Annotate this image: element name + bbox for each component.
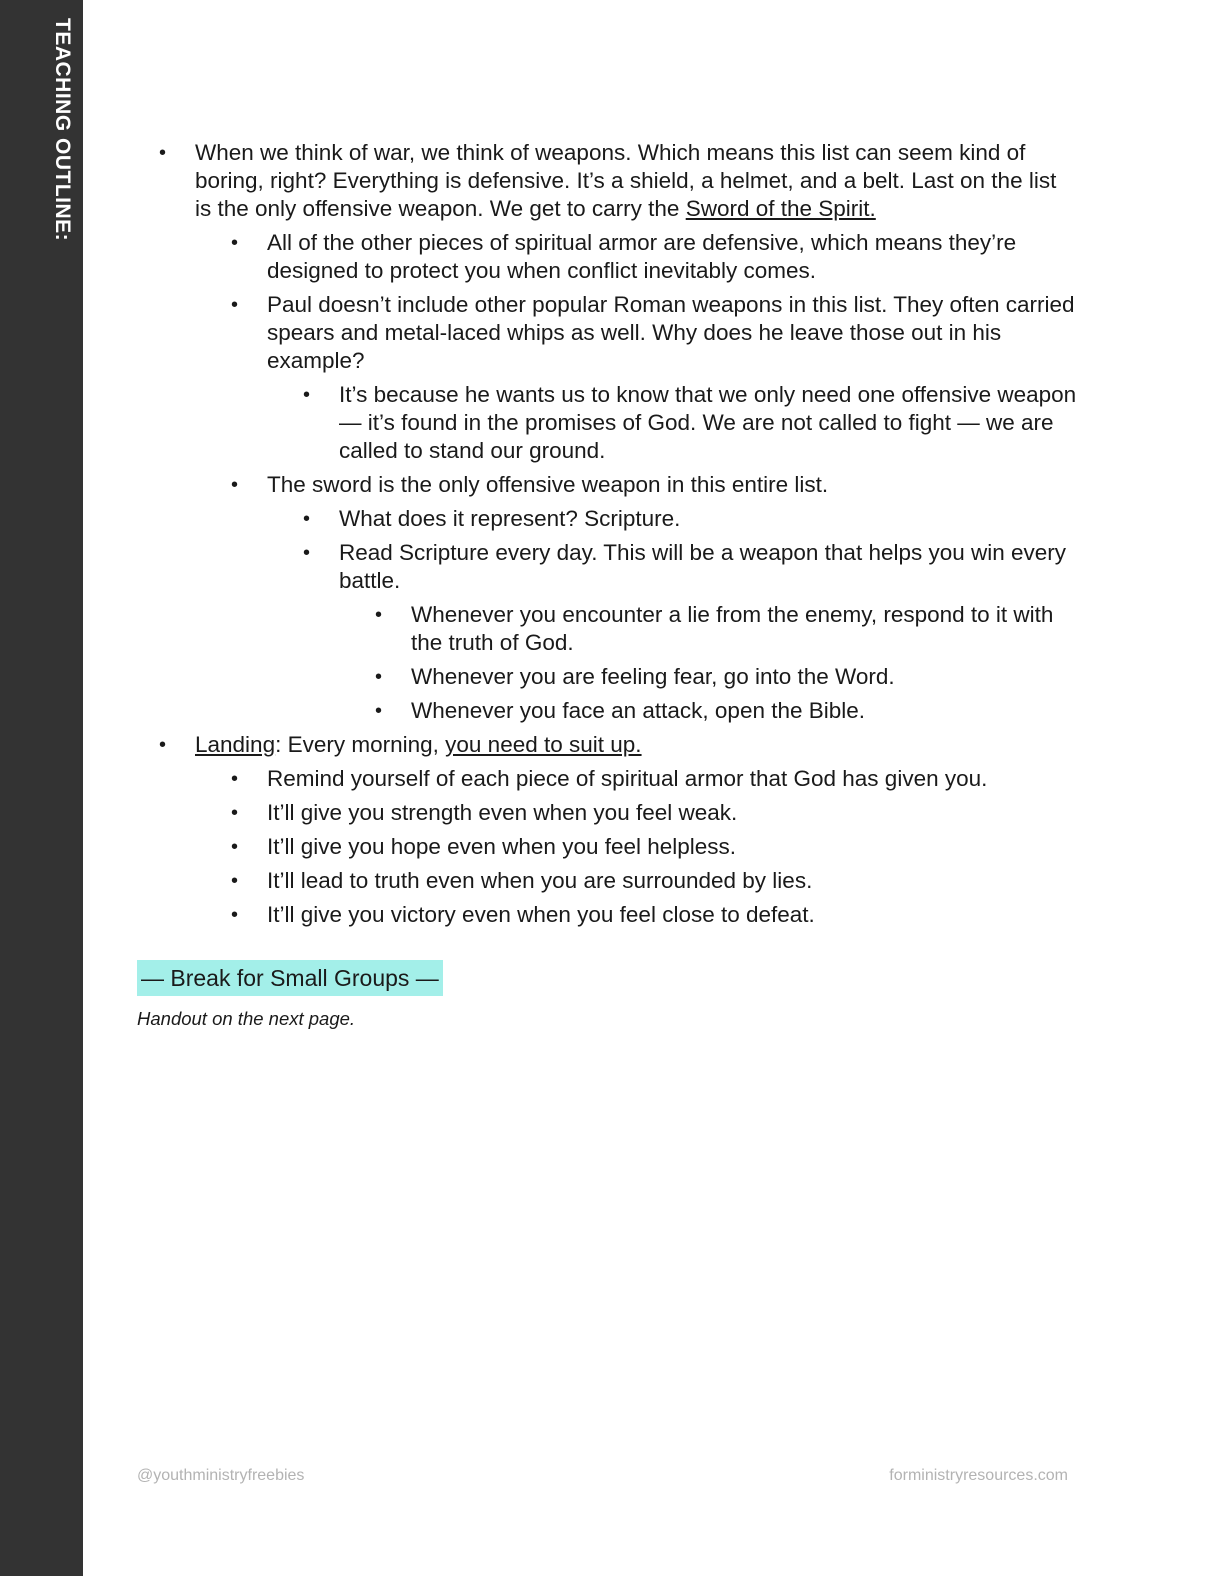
sub-point-strength: • It’ll give you strength even when you feel weak.: [267, 799, 1077, 827]
sub-sub-point-read-daily: [339, 539, 1077, 725]
sub-point-victory: • It’ll give you victory even when you feel close to defeat.: [267, 901, 1077, 929]
sub-list: [195, 229, 1077, 725]
sub-list: [195, 765, 1077, 929]
sub-sub-point-scripture: • What does it represent? Scripture.: [339, 505, 1077, 533]
outline-point-weapons: [195, 139, 1077, 725]
sidebar-title: TEACHING OUTLINE:: [51, 18, 74, 242]
item-face-attack: • Whenever you face an attack, open the Bible.: [411, 697, 1077, 725]
point-text: Paul doesn’t include other popular Roman weapons in this list. They often carried spears and metal-laced whips as well. Why does he leave those out in his example?: [267, 292, 1075, 373]
footer-website: forministryresources.com: [889, 1467, 1068, 1484]
footer-social-handle: @youthministryfreebies: [137, 1467, 305, 1484]
break-for-small-groups: — Break for Small Groups —: [137, 960, 443, 996]
sub-point-defensive: • All of the other pieces of spiritual armor are defensive, which means they’re designed to protect you when conflict inevitably comes.: [267, 229, 1077, 285]
outline-point-landing: [195, 731, 1077, 929]
landing-label: Landing: [195, 732, 276, 757]
outline-list: [137, 139, 1077, 929]
sub-point-sword: [267, 471, 1077, 725]
handout-note: Handout on the next page.: [137, 1008, 356, 1029]
point-text: The sword is the only offensive weapon in this entire list.: [267, 472, 829, 497]
item-feeling-fear: • Whenever you are feeling fear, go into the Word.: [411, 663, 1077, 691]
sub-sub-point-one-weapon: • It’s because he wants us to know that we only need one offensive weapon — it’s found in the promises of God. We are not called to fight — we are called to stand our ground.: [339, 381, 1077, 465]
point-text: Read Scripture every day. This will be a weapon that helps you win every battle.: [339, 540, 1067, 593]
point-text: When we think of war, we think of weapons. Which means this list can seem kind of boring, right? Everything is defensive. It’s a shield, a helmet, and a belt. Last on the list is the only offensive weapon. We get to carry the: [195, 140, 1057, 221]
landing-text: : Every morning,: [275, 732, 446, 757]
suit-up-text: you need to suit up.: [445, 732, 642, 757]
sub-point-remind: • Remind yourself of each piece of spiritual armor that God has given you.: [267, 765, 1077, 793]
teaching-outline: [137, 139, 1077, 935]
sub-sub-list: [267, 381, 1077, 465]
sub-point-roman-weapons: [267, 291, 1077, 465]
sub-sub-sub-list: [339, 601, 1077, 725]
sub-point-hope: • It’ll give you hope even when you feel helpless.: [267, 833, 1077, 861]
sword-of-spirit-text: Sword of the Spirit.: [685, 196, 876, 221]
item-lie-from-enemy: • Whenever you encounter a lie from the enemy, respond to it with the truth of God.: [411, 601, 1077, 657]
sidebar: [0, 0, 83, 1576]
sub-point-truth: • It’ll lead to truth even when you are surrounded by lies.: [267, 867, 1077, 895]
sub-sub-list: [267, 505, 1077, 725]
